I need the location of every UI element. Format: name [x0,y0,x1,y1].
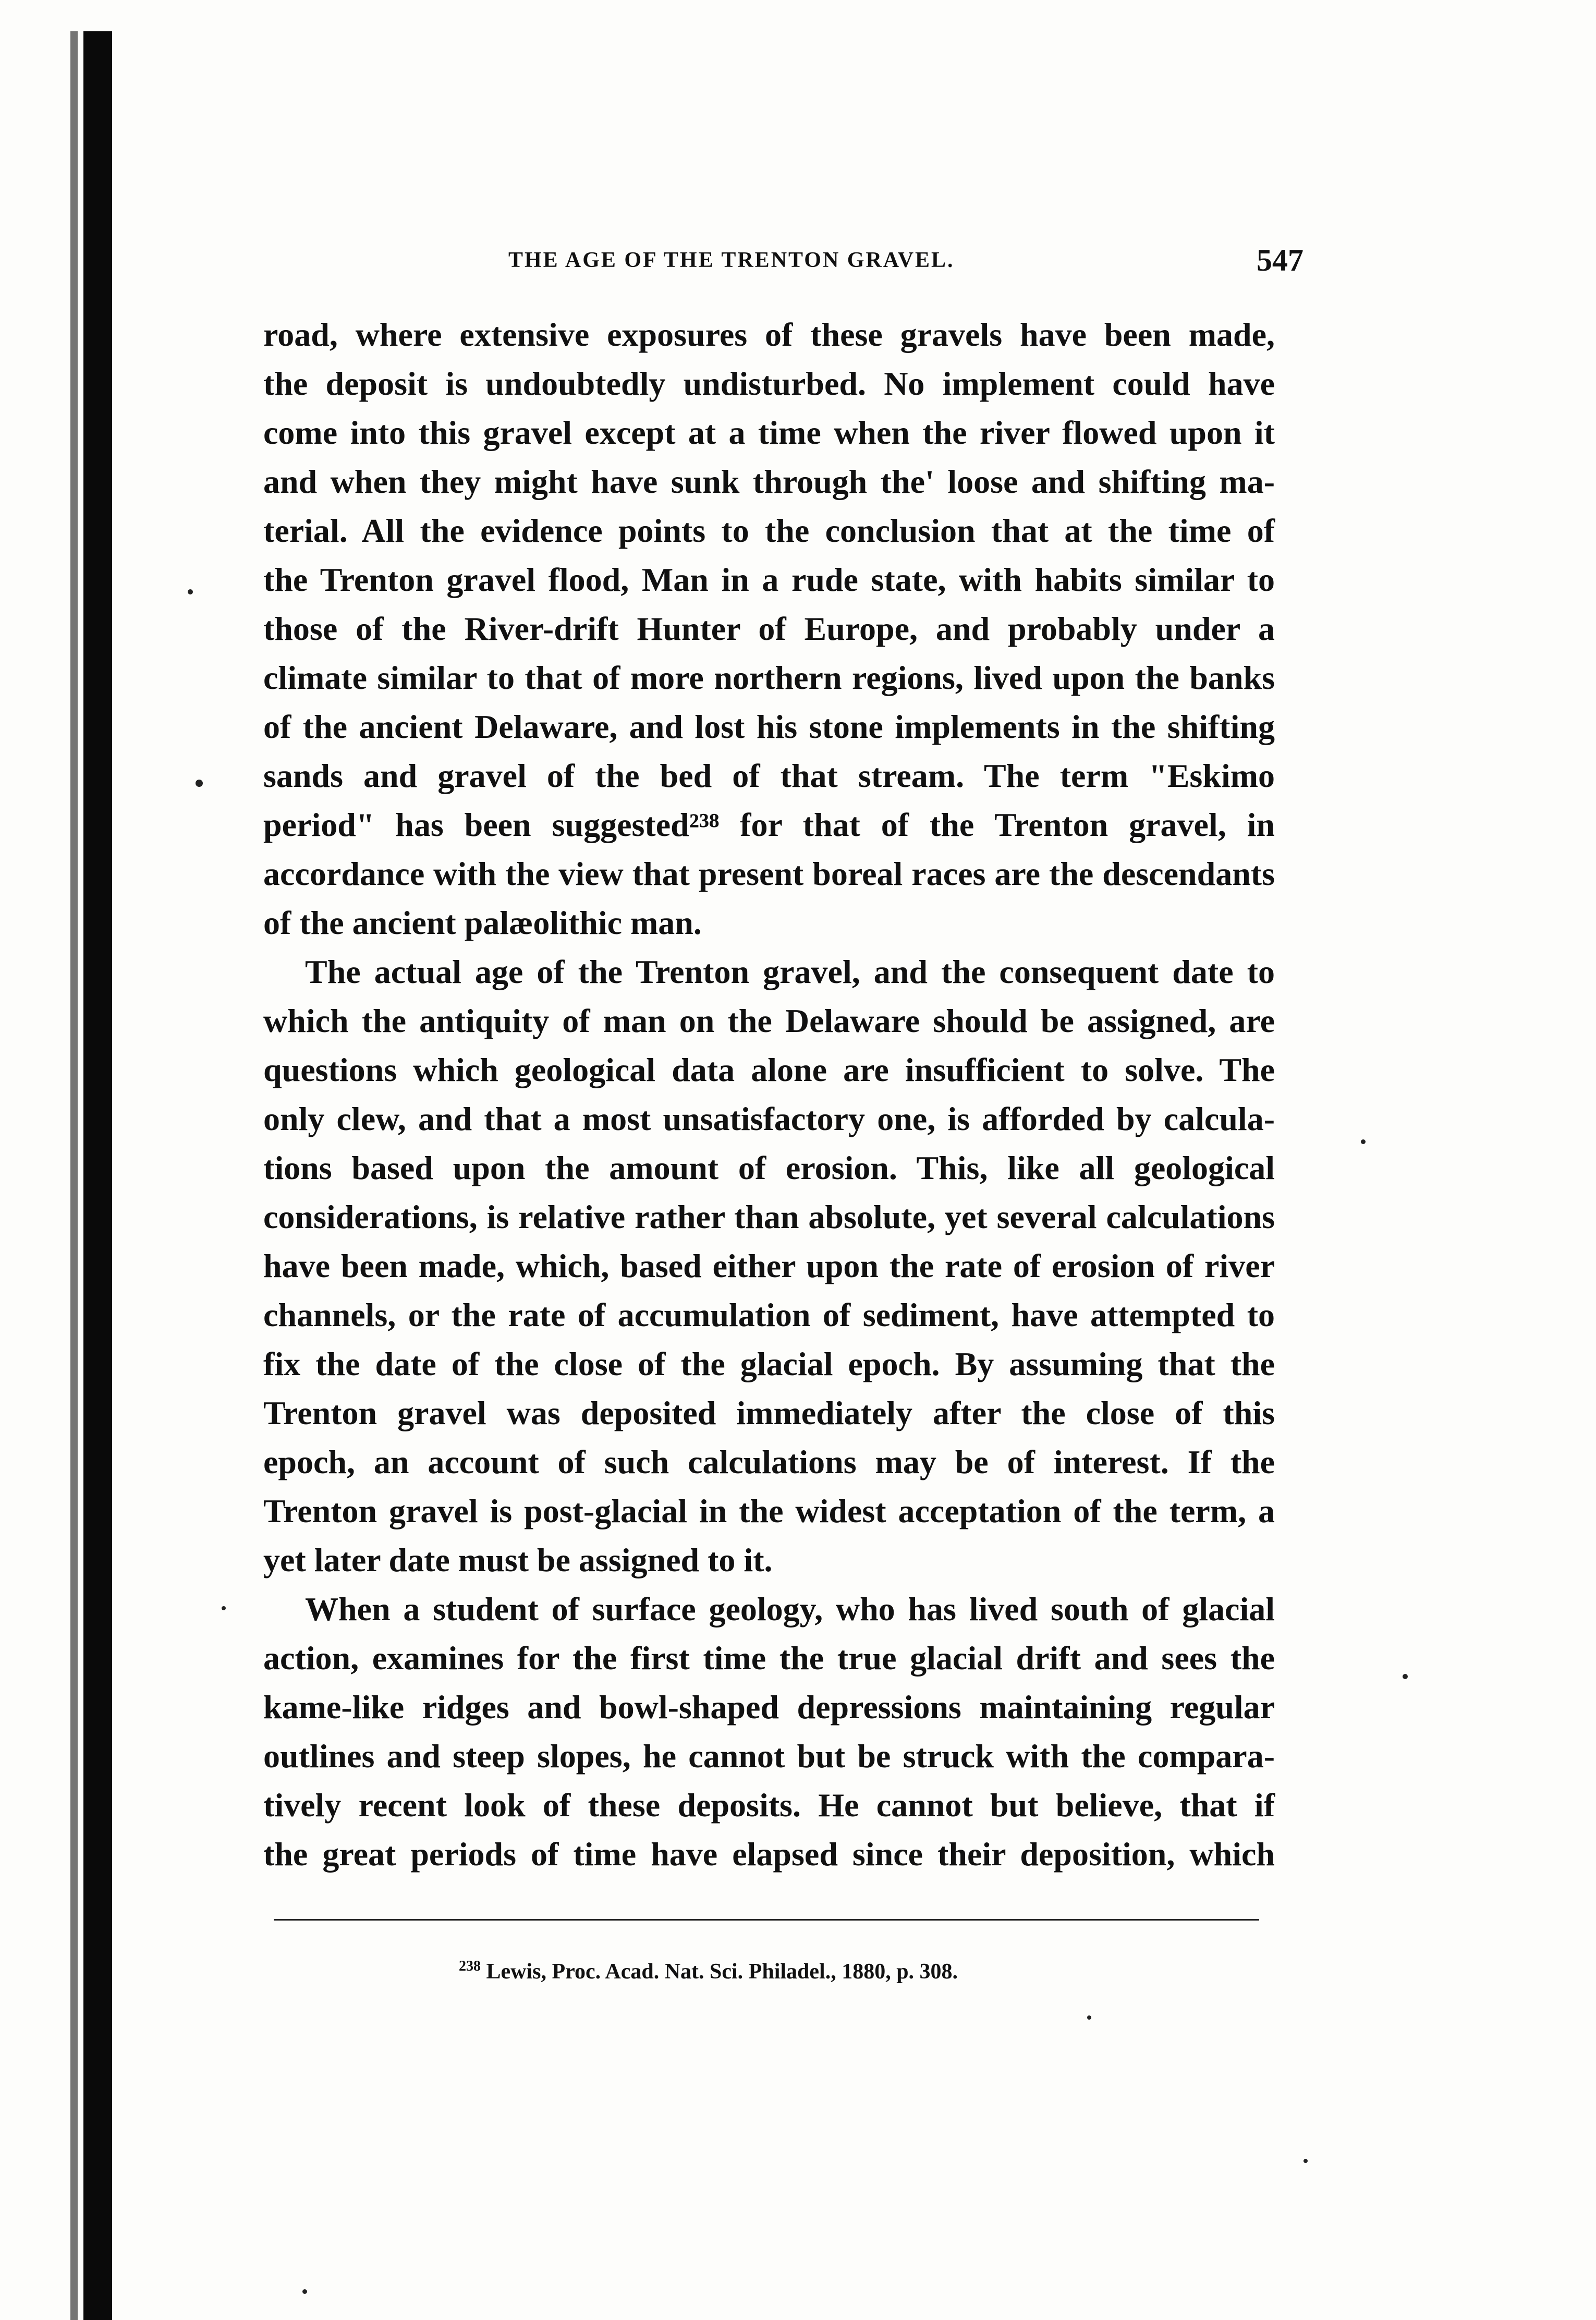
text-line: yet later date must be assigned to it. [263,1541,773,1578]
text-line: considerations, is relative rather than absolute, yet several calculations [263,1198,1275,1235]
binding-edge [83,31,112,2320]
text-line: channels, or the rate of accumulation of sediment, have attempted to [263,1296,1275,1333]
text-line: terial. All the evidence points to the conclusion that at the time of [263,512,1275,549]
scan-speckle [302,2289,307,2294]
text-line: only clew, and that a most unsatisfactory one, is afforded by calcula- [263,1100,1275,1137]
text-line: epoch, an account of such calculations may be of interest. If the [263,1443,1275,1480]
scan-speckle [1087,2015,1091,2020]
scan-speckle [188,589,193,594]
text-line: of the ancient palæolithic man. [263,904,702,941]
scan-speckle [222,1606,226,1610]
text-line: road, where extensive exposures of these gravels have been made, [263,316,1275,353]
text-line: climate similar to that of more northern regions, lived upon the banks [263,659,1275,696]
paragraph-3 [263,1585,1275,1879]
page-number: 547 [1257,243,1303,277]
footnote-rule [274,1919,1259,1921]
text-line: fix the date of the close of the glacial epoch. By assuming that the [263,1345,1275,1382]
running-head: THE AGE OF THE TRENTON GRAVEL. [508,248,955,272]
footnote-text: Lewis, Proc. Acad. Nat. Sci. Philadel., 1880, p. 308. [486,1960,958,1984]
text-line: period" has been suggested²³⁸ for that of the Trenton gravel, in [263,806,1275,843]
scan-speckle [1361,1139,1366,1144]
scan-speckle [1303,2159,1308,2163]
text-line: tively recent look of these deposits. He cannot but believe, that if [263,1787,1275,1824]
paragraph-2 [263,948,1275,1585]
text-line: tions based upon the amount of erosion. This, like all geological [263,1149,1275,1186]
text-line: accordance with the view that present boreal races are the descendants [263,855,1275,892]
footnote-marker: 238 [459,1958,481,1974]
body-text [263,310,1275,1879]
text-line: the great periods of time have elapsed since their deposition, which [263,1836,1275,1873]
text-line: of the ancient Delaware, and lost his stone implements in the shifting [263,708,1275,745]
text-line: sands and gravel of the bed of that stream. The term "Eskimo [263,757,1275,794]
scan-speckle [1403,1674,1408,1679]
text-line: the Trenton gravel flood, Man in a rude state, with habits similar to [263,561,1275,598]
text-line: those of the River-drift Hunter of Europe, and probably under a [263,610,1275,647]
footnote [459,1958,958,1984]
text-line: and when they might have sunk through the' loose and shifting ma- [263,463,1275,500]
text-line: The actual age of the Trenton gravel, and the consequent date to [305,953,1275,990]
text-line: questions which geological data alone are insufficient to solve. The [263,1051,1275,1088]
text-line: Trenton gravel is post-glacial in the widest acceptation of the term, a [263,1492,1275,1529]
text-line: action, examines for the first time the true glacial drift and sees the [263,1639,1275,1677]
text-line: Trenton gravel was deposited immediately after the close of this [263,1394,1275,1431]
text-line: come into this gravel except at a time when the river flowed upon it [263,414,1275,451]
binding-shadow [70,31,78,2320]
text-line: have been made, which, based either upon the rate of erosion of river [263,1247,1275,1284]
text-line: the deposit is undoubtedly undisturbed. No implement could have [263,365,1275,402]
scan-speckle [196,780,203,787]
page-header [508,242,1303,279]
text-line: When a student of surface geology, who has lived south of glacial [305,1590,1275,1627]
text-line: which the antiquity of man on the Delaware should be assigned, are [263,1002,1275,1039]
text-line: kame-like ridges and bowl-shaped depressions maintaining regular [263,1689,1275,1726]
text-line: outlines and steep slopes, he cannot but be struck with the compara- [263,1738,1275,1775]
paragraph-1 [263,310,1275,948]
